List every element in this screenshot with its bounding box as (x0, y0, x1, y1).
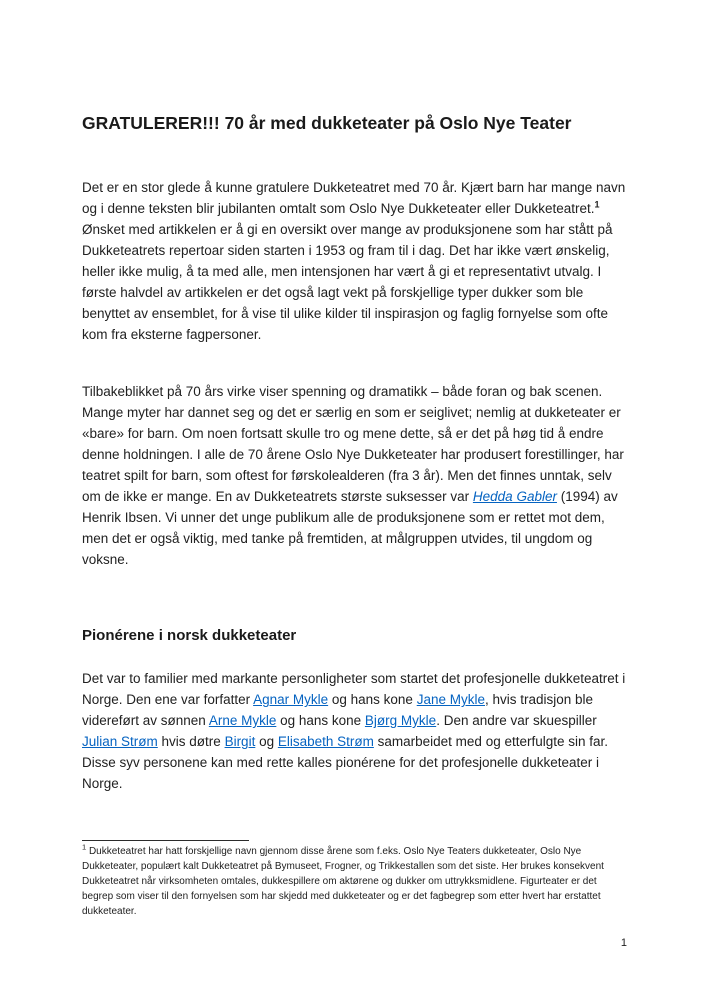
intro-text-before-footnote-ref: Det er en stor glede å kunne gratulere Dukketeatret med 70 år. Kjært barn har mange navn og i denne teksten blir jubilanten omtalt som Oslo Nye Dukketeater eller Dukketeatret. (82, 180, 626, 216)
link-agnar-mykle[interactable]: Agnar Mykle (253, 692, 329, 707)
pioneers-text-5: . Den andre var skuespiller (436, 713, 597, 728)
footnote-reference-1: 1 (594, 199, 600, 210)
link-bjorg-mykle[interactable]: Bjørg Mykle (364, 713, 437, 728)
page-number: 1 (620, 937, 627, 949)
section-heading-pioneers: Pionérene i norsk dukketeater (82, 627, 297, 644)
footnote (82, 844, 627, 919)
paragraph-intro (82, 177, 627, 345)
pioneers-text-2: og hans kone (328, 692, 417, 707)
link-arne-mykle[interactable]: Arne Mykle (208, 713, 277, 728)
pioneers-text-4: og hans kone (276, 713, 365, 728)
link-elisabeth-strom[interactable]: Elisabeth Strøm (277, 734, 374, 749)
footnote-marker-1: 1 (82, 842, 87, 852)
pioneers-text-8: samarbeidet med og etterfulgte sin far. Disse syv personene kan med rette kalles pionérene for det profesjonelle dukketeater i Norge. (82, 734, 609, 791)
retrospective-text-before-link: Tilbakeblikket på 70 års virke viser spenning og dramatikk – både foran og bak scenen. Mange myter har dannet seg og det er særlig en som er seiglivet; nemlig at dukketeater er «bare» for barn. Om noen fortsatt skulle tro og mene dette, så er det på høg tid å endre denne holdningen. I alle de 70 årene Oslo Nye Dukketeater har produsert forestillinger, har teatret spilt for barn, som oftest for førskolealderen (fra 3 år). Men det finnes unntak, selv om de ikke er mange. En av Dukketeatrets største suksesser var (82, 384, 624, 504)
footnote-separator (82, 840, 249, 841)
pioneers-text-1: Det var to familier med markante personligheter som startet det profesjonelle dukketeatret i Norge. Den ene var forfatter (82, 671, 626, 707)
link-julian-strom[interactable]: Julian Strøm (82, 734, 158, 749)
retrospective-text-after-link: (1994) av Henrik Ibsen. Vi unner det unge publikum alle de produksjonene som er rettet mot dem, men det er også viktig, med tanke på fremtiden, at målgruppen utvides, til ungdom og voksne. (82, 489, 618, 567)
pioneers-text-6: hvis døtre (157, 734, 225, 749)
pioneers-text-7: og (255, 734, 278, 749)
pioneers-text-3: , hvis tradisjon ble videreført av sønnen (82, 692, 594, 728)
paragraph-pioneers (82, 668, 627, 794)
paragraph-retrospective (82, 381, 627, 570)
intro-text-after-footnote-ref: Ønsket med artikkelen er å gi en oversikt over mange av produksjonene som har stått på Dukketeatrets repertoar siden starten i 1953 og fram til i dag. Det har ikke vært ønskelig, heller ikke mulig, å ta med alle, men intensjonen har vært å gi et representativt utvalg. I første halvdel av artikkelen er det også lagt vekt på forskjellige typer dukker som ble benyttet av ensemblet, for å vise til ulike kilder til inspirasjon og faglig fornyelse som ofte kom fra eksterne fagpersoner. (82, 222, 613, 342)
footnote-text: Dukketeatret har hatt forskjellige navn gjennom disse årene som f.eks. Oslo Nye Teaters dukketeater, Oslo Nye Dukketeater, populært kalt Dukketeatret på Bymuseet, Frogner, og Trikkestallen som det siste. Her brukes konsekvent Dukketeatret når virksomheten omtales, dukkespillere om aktørene og dukker om uttrykksmidlene. Figurteater er det begrep som viser til den fornyelsen som har skjedd med dukketeater og er det fagbegrep som etter hvert har erstattet dukketeater. (82, 846, 604, 917)
link-hedda-gabler[interactable]: Hedda Gabler (472, 489, 557, 504)
page-title: GRATULERER!!! 70 år med dukketeater på Oslo Nye Teater (82, 113, 572, 133)
link-jane-mykle[interactable]: Jane Mykle (416, 692, 485, 707)
link-birgit[interactable]: Birgit (224, 734, 256, 749)
